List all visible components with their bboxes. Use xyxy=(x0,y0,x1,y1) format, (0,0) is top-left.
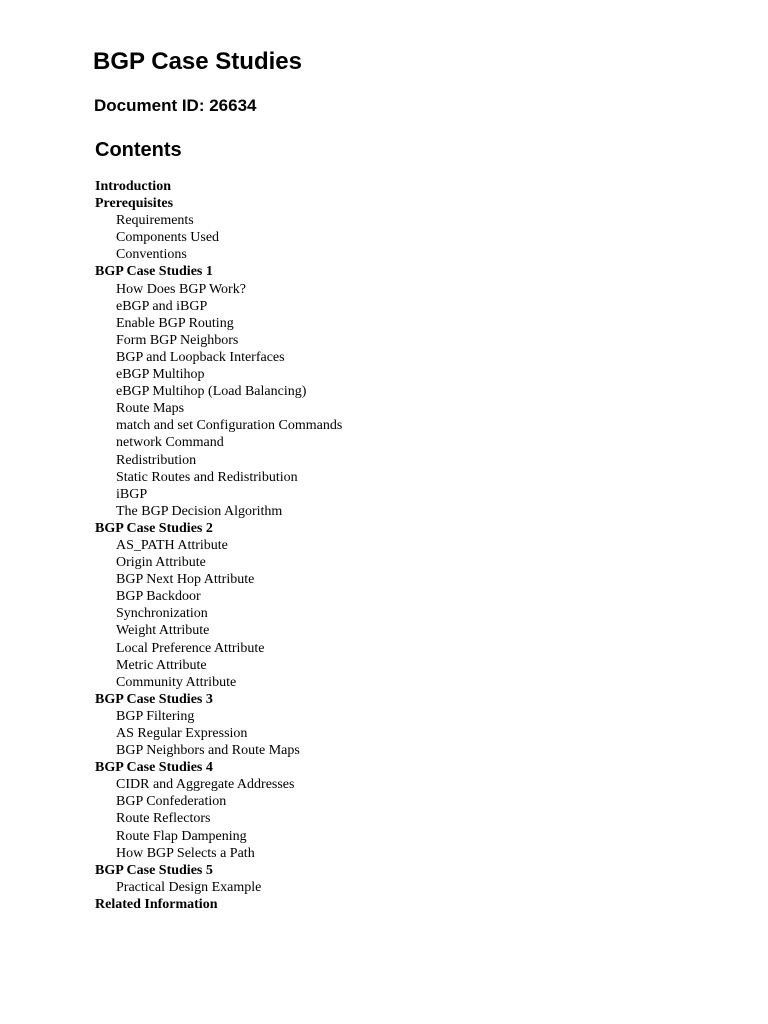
toc-subsection-link[interactable]: eBGP Multihop xyxy=(116,367,205,383)
contents-heading: Contents xyxy=(95,139,182,161)
toc-subsection-link[interactable]: BGP and Loopback Interfaces xyxy=(116,349,285,365)
toc-section-link[interactable]: BGP Case Studies 1 xyxy=(95,264,213,280)
document-id: Document ID: 26634 xyxy=(94,96,257,115)
toc-section-link[interactable]: Introduction xyxy=(95,179,171,194)
table-of-contents xyxy=(95,178,695,913)
toc-subsection-link[interactable]: Route Flap Dampening xyxy=(116,828,247,844)
toc-subsection-link[interactable]: Community Attribute xyxy=(116,674,237,690)
toc-section-link[interactable]: BGP Case Studies 2 xyxy=(95,520,213,536)
toc-subsection-link[interactable]: iBGP xyxy=(116,486,148,502)
toc-subsection-link[interactable]: AS Regular Expression xyxy=(116,726,248,741)
toc-subsection-link[interactable]: Conventions xyxy=(116,247,187,263)
toc-subsection-link[interactable]: AS_PATH Attribute xyxy=(116,537,228,553)
toc-subsection-link[interactable]: Synchronization xyxy=(116,606,208,622)
toc-subsection-link[interactable]: Weight Attribute xyxy=(116,623,210,639)
document-title: BGP Case Studies xyxy=(93,48,302,75)
toc-section-link[interactable]: Related Information xyxy=(95,896,218,912)
toc-section-link[interactable]: Prerequisites xyxy=(95,196,174,212)
toc-subsection-link[interactable]: Route Reflectors xyxy=(116,811,211,827)
toc-subsection-link[interactable]: Static Routes and Redistribution xyxy=(116,469,298,485)
toc-subsection-link[interactable]: Metric Attribute xyxy=(116,657,207,673)
toc-subsection-link[interactable]: Practical Design Example xyxy=(116,879,262,895)
toc-subsection-link[interactable]: CIDR and Aggregate Addresses xyxy=(116,777,295,793)
toc-subsection-link[interactable]: BGP Next Hop Attribute xyxy=(116,572,255,588)
toc-section-link[interactable]: BGP Case Studies 3 xyxy=(95,691,213,707)
toc-subsection-link[interactable]: How BGP Selects a Path xyxy=(116,845,255,861)
toc-subsection-link[interactable]: network Command xyxy=(116,435,224,451)
toc-subsection-link[interactable]: Route Maps xyxy=(116,401,185,417)
toc-subsection-link[interactable]: Redistribution xyxy=(116,452,197,468)
toc-subsection-link[interactable]: Form BGP Neighbors xyxy=(116,332,239,348)
toc-subsection-link[interactable]: BGP Backdoor xyxy=(116,589,201,605)
toc-subsection-link[interactable]: eBGP Multihop (Load Balancing) xyxy=(116,384,307,400)
toc-subsection-link[interactable]: BGP Confederation xyxy=(116,794,227,810)
toc-subsection-link[interactable]: The BGP Decision Algorithm xyxy=(116,503,283,519)
toc-subsection-link[interactable]: Origin Attribute xyxy=(116,555,206,571)
toc-subsection-link[interactable]: BGP Neighbors and Route Maps xyxy=(116,743,300,759)
toc-subsection-link[interactable]: Local Preference Attribute xyxy=(116,640,265,656)
toc-subsection-link[interactable]: Enable BGP Routing xyxy=(116,315,234,331)
toc-section-link[interactable]: BGP Case Studies 4 xyxy=(95,760,213,776)
toc-section-link[interactable]: BGP Case Studies 5 xyxy=(95,862,213,878)
toc-subsection-link[interactable]: Requirements xyxy=(116,213,194,229)
toc-subsection-link[interactable]: Components Used xyxy=(116,230,220,246)
toc-subsection-link[interactable]: BGP Filtering xyxy=(116,708,195,724)
toc-subsection-link[interactable]: eBGP and iBGP xyxy=(116,298,208,314)
toc-subsection-link[interactable]: match and set Configuration Commands xyxy=(116,418,343,434)
toc-subsection-link[interactable]: How Does BGP Work? xyxy=(116,281,246,297)
